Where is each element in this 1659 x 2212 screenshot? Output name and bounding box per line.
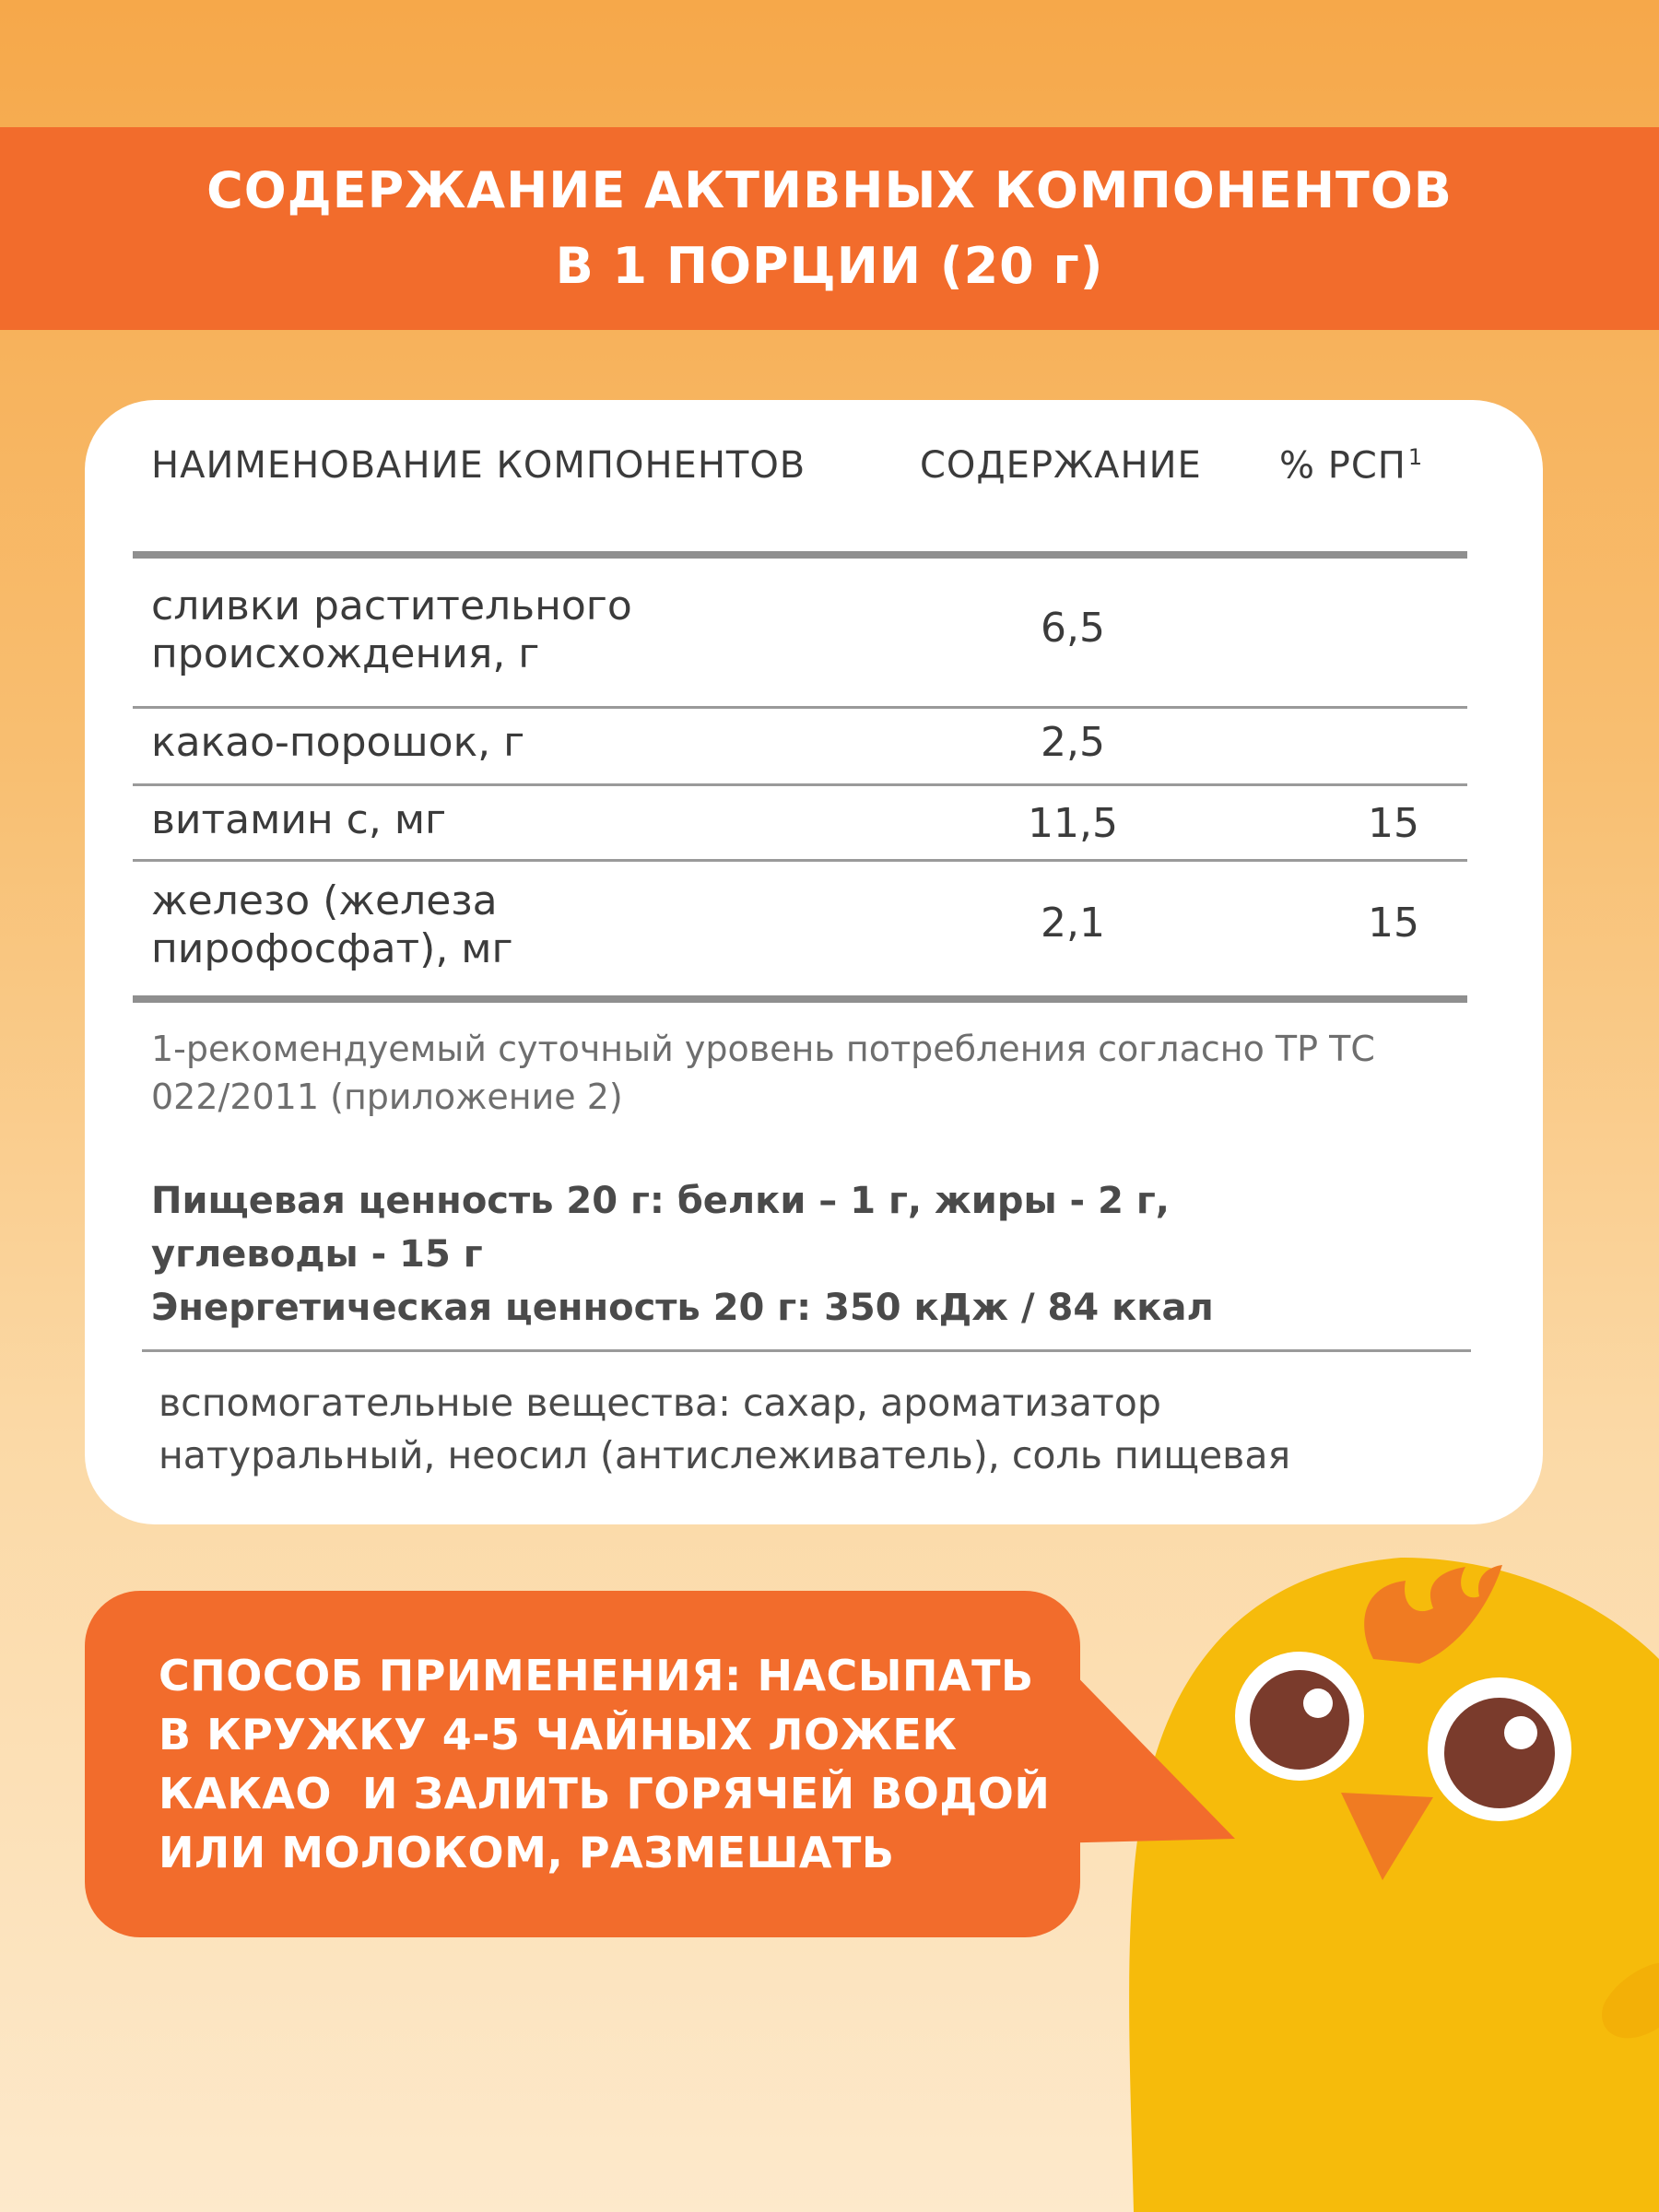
row-name: какао-порошок, г	[151, 719, 525, 766]
excipients-line: вспомогательные вещества: сахар, ароматизатор	[159, 1381, 1161, 1425]
usage-line: КАКАО И ЗАЛИТЬ ГОРЯЧЕЙ ВОДОЙ	[159, 1769, 1051, 1818]
excipients-line: натуральный, неосил (антислеживатель), соль пищевая	[159, 1433, 1291, 1477]
column-header-content: СОДЕРЖАНИЕ	[920, 444, 1202, 487]
row-value: 6,5	[1041, 605, 1105, 652]
usage-line: В КРУЖКУ 4-5 ЧАЙНЫХ ЛОЖЕК	[159, 1710, 958, 1759]
energy-line: Энергетическая ценность 20 г: 350 кДж / 84 ккал	[151, 1287, 1214, 1329]
row-value: 2,1	[1041, 900, 1105, 947]
column-header-rsp-label: % РСП	[1279, 444, 1406, 488]
title-line-2: В 1 ПОРЦИИ (20 г)	[555, 237, 1104, 295]
nutrition-line: Пищевая ценность 20 г: белки – 1 г, жиры - 2 г,	[151, 1180, 1170, 1222]
row-value: 2,5	[1041, 719, 1105, 766]
footnote: 1-рекомендуемый суточный уровень потребления согласно ТР ТС 022/2011 (приложение 2)	[151, 1029, 1375, 1117]
title-line-1: СОДЕРЖАНИЕ АКТИВНЫХ КОМПОНЕНТОВ	[206, 161, 1453, 219]
row-value: 11,5	[1028, 800, 1118, 847]
usage-line: СПОСОБ ПРИМЕНЕНИЯ: НАСЫПАТЬ	[159, 1651, 1034, 1700]
usage-speech-bubble	[85, 1591, 1080, 1937]
footnote-marker: 1	[1407, 444, 1424, 470]
row-name: витамин с, мг	[151, 796, 447, 843]
row-percent: 15	[1368, 900, 1419, 947]
row-name: сливки растительного происхождения, г	[151, 582, 632, 677]
usage-instructions	[159, 1646, 1089, 1882]
column-header-name: НАИМЕНОВАНИЕ КОМПОНЕНТОВ	[151, 444, 806, 487]
nutrition-line: углеводы - 15 г	[151, 1233, 483, 1276]
row-percent: 15	[1368, 800, 1419, 847]
row-name: железо (железа пирофосфат), мг	[151, 877, 513, 972]
usage-line: ИЛИ МОЛОКОМ, РАЗМЕШАТЬ	[159, 1828, 895, 1877]
